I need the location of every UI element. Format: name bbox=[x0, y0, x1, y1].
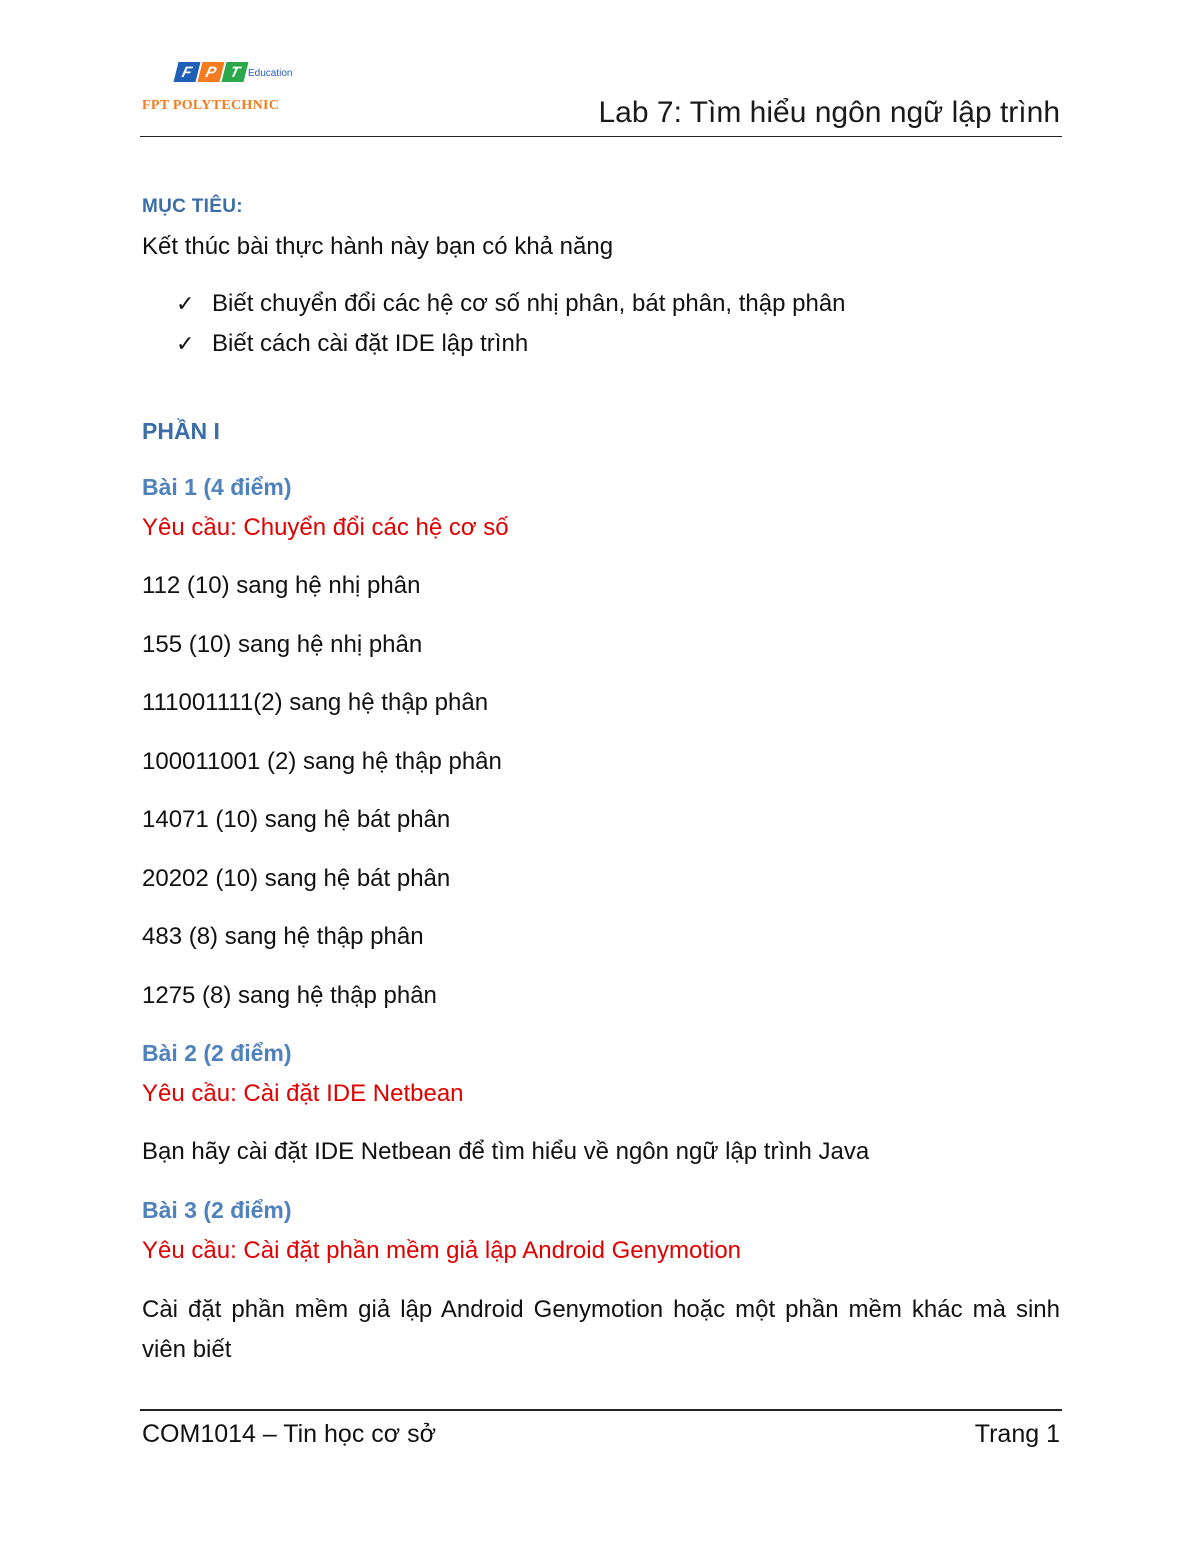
logo-education-text: Education bbox=[248, 68, 293, 79]
exercise-1-task: 100011001 (2) sang hệ thập phân bbox=[142, 748, 502, 775]
page-title: Lab 7: Tìm hiểu ngôn ngữ lập trình bbox=[598, 96, 1060, 129]
exercise-1-requirement: Yêu cầu: Chuyển đổi các hệ cơ số bbox=[142, 514, 509, 541]
exercise-1-task: 483 (8) sang hệ thập phân bbox=[142, 923, 424, 950]
exercise-2-title: Bài 2 (2 điểm) bbox=[142, 1040, 292, 1066]
objective-heading: MỤC TIÊU: bbox=[142, 196, 243, 217]
header-divider bbox=[140, 136, 1062, 137]
logo-letter-p: P bbox=[198, 62, 225, 82]
logo-polytechnic-text: FPT POLYTECHNIC bbox=[142, 98, 280, 113]
footer-course: COM1014 – Tin học cơ sở bbox=[142, 1420, 437, 1448]
fpt-polytechnic-logo bbox=[142, 58, 322, 128]
objective-item bbox=[176, 330, 528, 358]
checkmark-icon: ✓ bbox=[176, 291, 195, 316]
footer-divider bbox=[140, 1409, 1062, 1411]
logo-letter-t: T bbox=[222, 62, 249, 82]
exercise-1-task: 20202 (10) sang hệ bát phân bbox=[142, 865, 451, 892]
exercise-3-title: Bài 3 (2 điểm) bbox=[142, 1197, 292, 1223]
exercise-2-requirement: Yêu cầu: Cài đặt IDE Netbean bbox=[142, 1080, 464, 1107]
objective-item-text: Biết chuyển đổi các hệ cơ số nhị phân, bát phân, thập phân bbox=[212, 290, 846, 317]
exercise-1-title: Bài 1 (4 điểm) bbox=[142, 474, 292, 500]
exercise-3-requirement: Yêu cầu: Cài đặt phần mềm giả lập Android Genymotion bbox=[142, 1237, 742, 1264]
footer-page-number: Trang 1 bbox=[974, 1420, 1060, 1448]
exercise-1-task: 112 (10) sang hệ nhị phân bbox=[142, 572, 421, 599]
exercise-1-task: 111001111(2) sang hệ thập phân bbox=[142, 689, 489, 716]
checkmark-icon: ✓ bbox=[176, 331, 195, 356]
objective-item-text: Biết cách cài đặt IDE lập trình bbox=[212, 330, 529, 357]
objective-item bbox=[176, 290, 846, 318]
fpt-logo-mark bbox=[176, 62, 246, 82]
exercise-3-description: Cài đặt phần mềm giả lập Android Genymotion hoặc một phần mềm khác mà sinh viên biết bbox=[142, 1296, 1060, 1363]
exercise-1-task: 1275 (8) sang hệ thập phân bbox=[142, 982, 437, 1009]
part-heading: PHẦN I bbox=[142, 418, 220, 444]
exercise-1-task: 14071 (10) sang hệ bát phân bbox=[142, 806, 451, 833]
logo-letter-f: F bbox=[174, 62, 201, 82]
objective-intro: Kết thúc bài thực hành này bạn có khả năng bbox=[142, 233, 614, 260]
exercise-2-description: Bạn hãy cài đặt IDE Netbean để tìm hiểu về ngôn ngữ lập trình Java bbox=[142, 1138, 870, 1165]
exercise-1-task: 155 (10) sang hệ nhị phân bbox=[142, 631, 423, 658]
